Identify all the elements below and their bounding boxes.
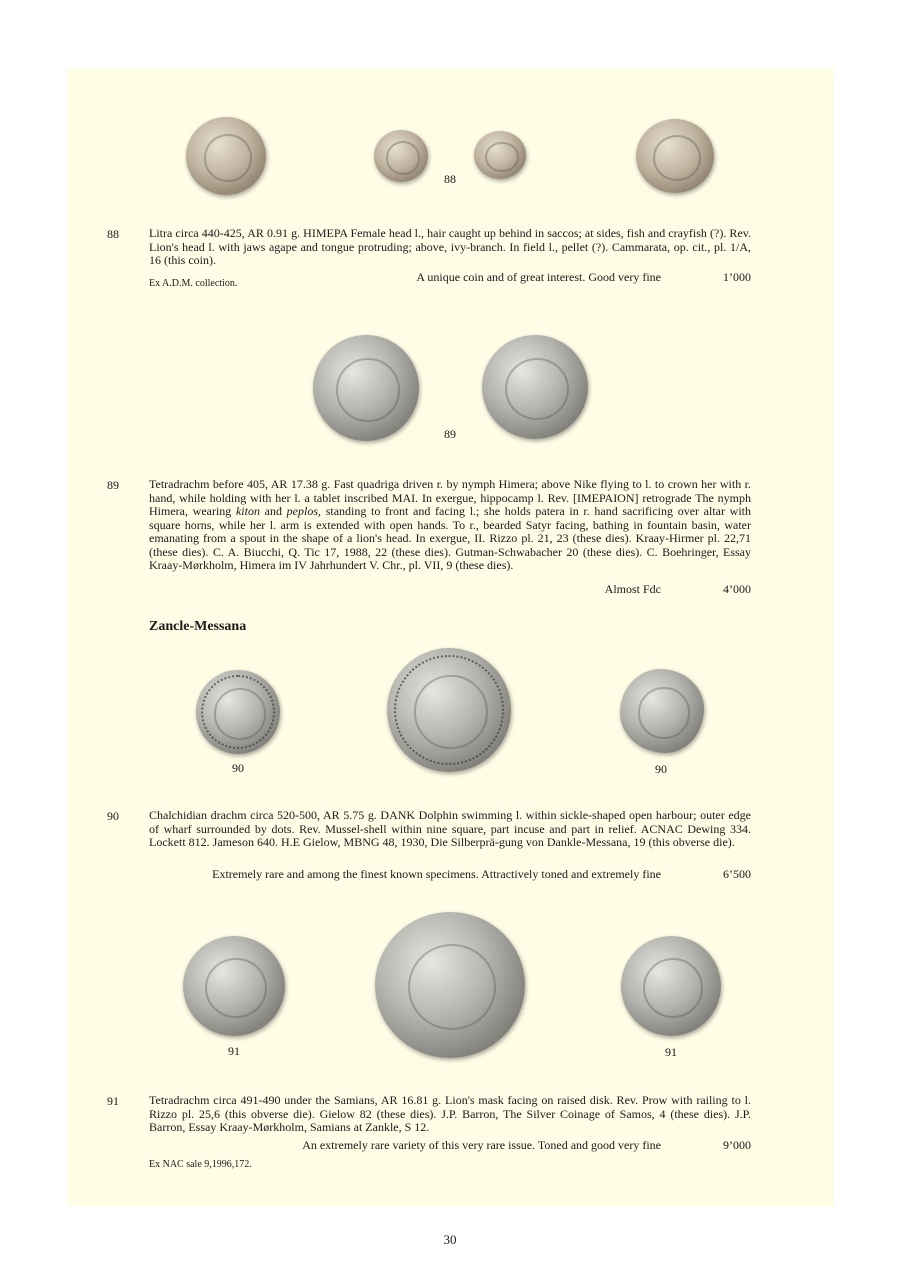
verdict-91: An extremely rare variety of this very rare issue. Toned and good very fine (302, 1138, 661, 1152)
coin-91-obverse-large (375, 912, 525, 1058)
price-line-89 (149, 583, 751, 597)
lot-89-text-part-b: , standing to front and facing l.; she holds patera in r. hand sacrificing over altar with square horns, while her l. arm is extended with open hands. To r., bearded Satyr facing, bathing in fountain basin, water emanating from a spout in the shape of a lion's head. In exergue, II. Rizzo pl. 21, 23 (these dies). Kraay-Hirmer pl. 22,71 (these dies). C. A. Biucchi, Q. Tic 17, 1988, 22 (these dies). Gutman-Schwabacher 20 (these dies). C. Boehringer, Essay Kraay-Mørkholm, Himera im IV Jahrhundert V. Chr., pl. VII, 9 (these dies). (149, 504, 752, 572)
lot-number-89: 89 (107, 478, 119, 492)
section-heading: Zancle-Messana (149, 619, 247, 634)
lot-number-90: 90 (107, 809, 119, 823)
price-line-90 (149, 868, 751, 882)
provenance-91: Ex NAC sale 9,1996,172. (149, 1159, 252, 1170)
lot-number-91: 91 (107, 1094, 119, 1108)
coin-90-reverse (620, 669, 704, 753)
price-89: 4’000 (723, 582, 751, 596)
coin-91-obverse (183, 936, 285, 1036)
price-90: 6’500 (723, 867, 751, 881)
verdict-90: Extremely rare and among the finest known specimens. Attractively toned and extremely fine (212, 867, 661, 881)
coin-90-obverse-large (387, 648, 511, 772)
lot-number-88: 88 (107, 227, 119, 241)
verdict-88: A unique coin and of great interest. Good very fine (416, 270, 661, 284)
lot-description-91: Tetradrachm circa 491-490 under the Samians, AR 16.81 g. Lion's mask facing on raised disk. Rev. Prow with railing to l. Rizzo pl. 25,6 (this obverse die). Gielow 82 (these dies). J.P. Barron, The Silver Coinage of Samos, 4 (these dies). J.P. Barron, Essay Kraay-Mørkholm, Samians at Zankle, S 12. (149, 1093, 751, 1134)
coin-88-reverse (474, 131, 526, 179)
coin-89-obverse (313, 335, 419, 441)
figure-label-89: 89 (444, 427, 456, 441)
lot-89-kiton: kiton (235, 504, 260, 518)
coin-90-obverse (196, 670, 280, 754)
verdict-89: Almost Fdc (604, 582, 661, 596)
figure-label-90-right: 90 (655, 762, 667, 776)
lot-description-88: Litra circa 440-425, AR 0.91 g. HIMEPA Female head l., hair caught up behind in saccos; at sides, fish and crayfish (?). Rev. Lion's head l. with jaws agape and tongue protruding; above, ivy-branch. In field l., pellet (?). Cammarata, op. cit., pl. 1/A, 16 (this coin). (149, 226, 751, 267)
lot-description-90: Chalchidian drachm circa 520-500, AR 5.75 g. DANK Dolphin swimming l. within sickle-shaped open harbour; outer edge of wharf surrounded by dots. Rev. Mussel-shell within nine square, part incuse and part in relief. ACNAC Dewing 334. Lockett 812. Jameson 640. H.E Gielow, MBNG 48, 1930, Die Silberprä-gung von Dankle-Messana, 19 (this obverse die). (149, 808, 751, 849)
figure-label-88: 88 (444, 172, 456, 186)
lot-description-89 (149, 478, 751, 573)
provenance-88: Ex A.D.M. collection. (149, 278, 238, 289)
figure-label-90-left: 90 (232, 761, 244, 775)
coin-88-reverse-large (636, 119, 714, 193)
coin-88-obverse-large (186, 117, 266, 195)
coin-88-obverse (374, 130, 428, 182)
price-line-91 (149, 1139, 751, 1153)
price-88: 1’000 (723, 270, 751, 284)
coin-91-reverse (621, 936, 721, 1036)
lot-89-text-part-a: Tetradrachm before 405, AR 17.38 g. Fast quadriga driven r. by nymph Himera; above Nike flying to l. to crown her with r. hand, while holding with her l. a tablet inscribed MAI. In exergue, hippocamp l. Rev. [IMEPAION] retrograde The nymph Himera, wearing (149, 477, 751, 518)
figure-label-91-left: 91 (228, 1044, 240, 1058)
price-line-88 (149, 271, 751, 285)
page-number: 30 (443, 1232, 457, 1247)
lot-89-peplos: peplos (286, 504, 319, 518)
price-91: 9’000 (723, 1138, 751, 1152)
figure-label-91-right: 91 (665, 1045, 677, 1059)
coin-89-reverse (482, 335, 588, 439)
lot-89-and: and (259, 504, 287, 518)
